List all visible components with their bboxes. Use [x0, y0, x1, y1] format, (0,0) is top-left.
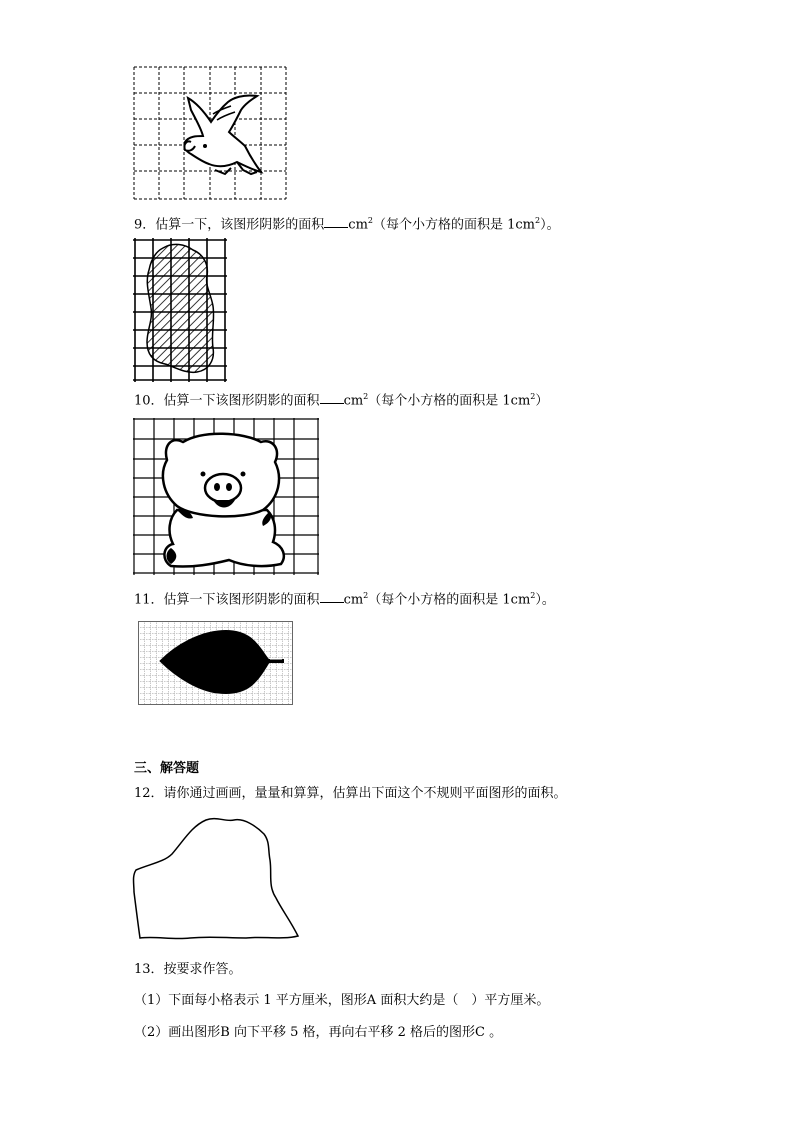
- q13-text: 按要求作答。: [163, 962, 242, 977]
- pig-grid-figure: [133, 418, 320, 575]
- question-12: [134, 785, 567, 803]
- q9-blank: [324, 215, 348, 228]
- q11-number: 11．: [134, 592, 164, 608]
- bird-grid-figure: [133, 66, 288, 201]
- q11-suffix: （每个小方格的面积是 1cm: [368, 592, 531, 608]
- leaf-grid-figure: [138, 621, 293, 705]
- q10-number: 10．: [134, 393, 164, 409]
- q11-sup: 2: [363, 591, 369, 600]
- q11-prefix: 估算一下该图形阴影的面积: [163, 592, 320, 608]
- q11-blank: [320, 590, 344, 603]
- q11-unit: cm: [343, 592, 364, 608]
- question-13: [134, 961, 242, 979]
- q11-suffix-end: ）。: [535, 592, 555, 608]
- q9-sup: 2: [367, 216, 373, 225]
- q10-prefix: 估算一下该图形阴影的面积: [163, 393, 320, 409]
- q12-text: 请你通过画画，量量和算算，估算出下面这个不规则平面图形的面积。: [163, 786, 567, 801]
- q10-blank: [320, 391, 344, 404]
- q9-unit: cm: [348, 217, 368, 233]
- bird-drawing: [184, 95, 261, 174]
- question-10: [134, 388, 548, 410]
- q10-sup2: 2: [530, 392, 536, 401]
- section-3-title: 三、解答题: [134, 761, 200, 776]
- q10-suffix-end: ）: [535, 393, 549, 409]
- q9-prefix: 估算一下，该图形阴影的面积: [155, 217, 325, 233]
- irregular-shape-figure: [130, 812, 302, 944]
- hatched-blob: [147, 244, 214, 372]
- question-13-part-1: （1）下面每小格表示 1 平方厘米，图形A 面积大约是（ ）平方厘米。: [134, 993, 550, 1008]
- q10-unit: cm: [343, 393, 364, 409]
- irregular-outline: [134, 819, 299, 939]
- q10-sup: 2: [363, 392, 369, 401]
- q9-suffix-end: ）。: [540, 217, 560, 233]
- q13-number: 13．: [134, 962, 164, 977]
- q9-number: 9．: [134, 217, 156, 233]
- q11-sup2: 2: [530, 591, 536, 600]
- question-11: [134, 587, 555, 609]
- q9-suffix: （每个小方格的面积是 1cm: [373, 217, 536, 233]
- q9-sup2: 2: [535, 216, 541, 225]
- q12-number: 12．: [134, 786, 164, 801]
- hatched-shape-grid-figure: [133, 238, 229, 382]
- question-13-part-2: （2）画出图形B 向下平移 5 格，再向右平移 2 格后的图形C 。: [134, 1025, 503, 1040]
- q10-suffix: （每个小方格的面积是 1cm: [368, 393, 531, 409]
- question-9: [134, 212, 560, 234]
